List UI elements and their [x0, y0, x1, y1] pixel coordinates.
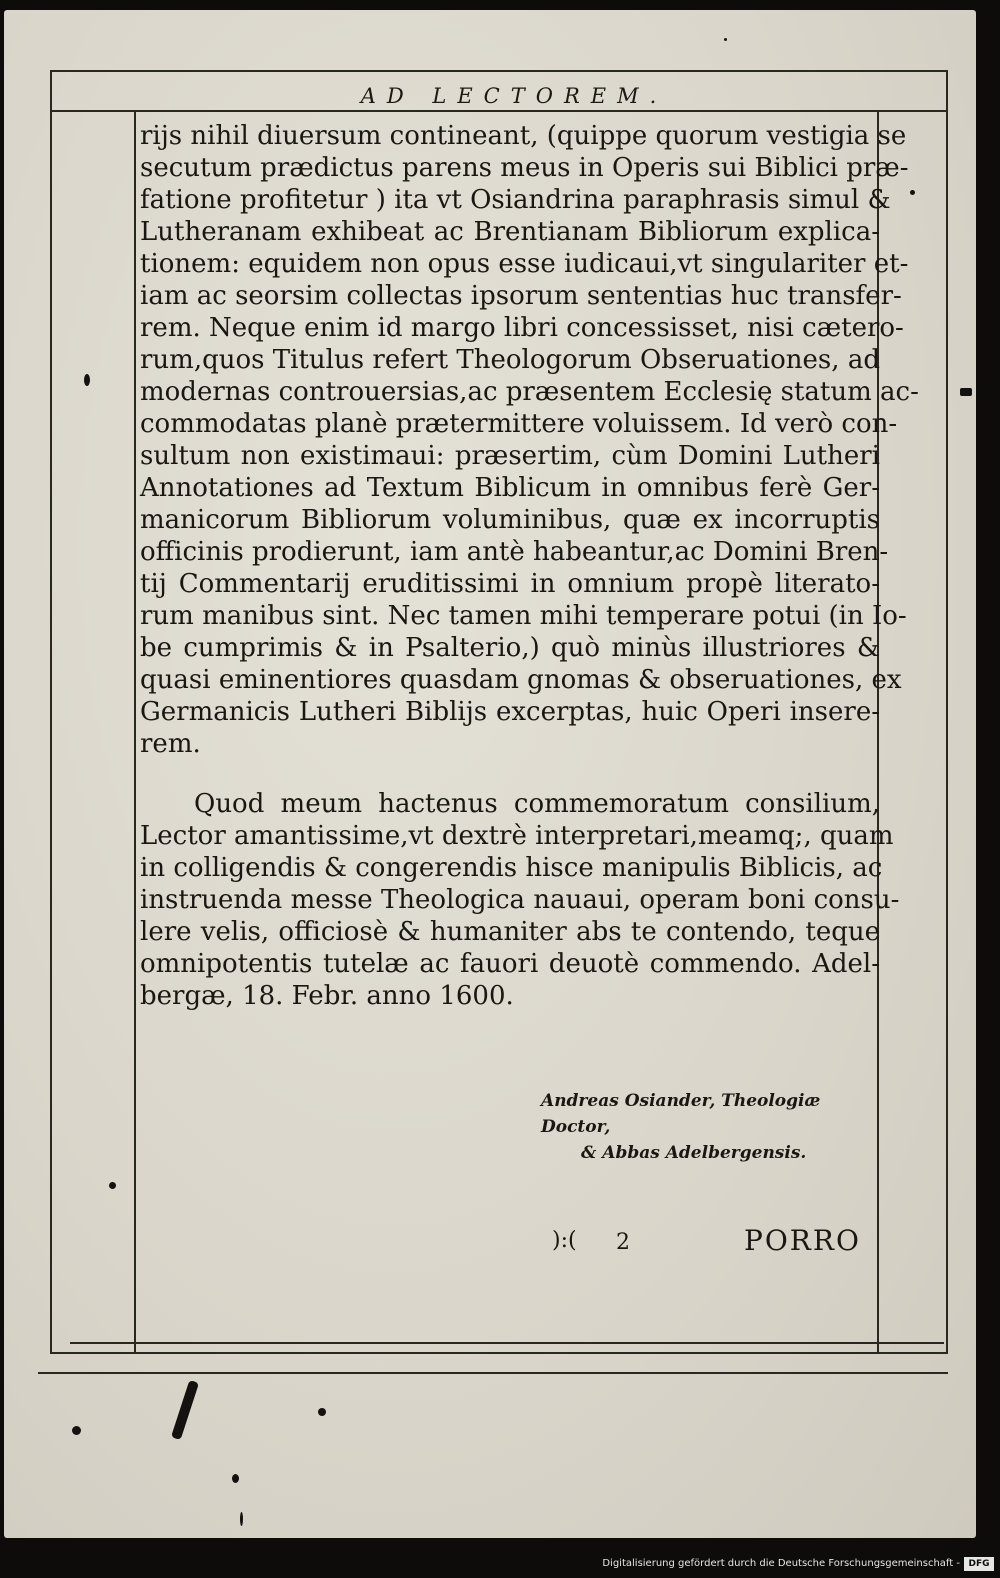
text-line: tij Commentarij eruditissimi in omnium propè literato-: [140, 569, 880, 599]
text-line: modernas controuersias,ac præsentem Ecclesię statum ac-: [140, 377, 919, 407]
ink-speck: [240, 1512, 243, 1526]
ink-speck: [109, 1182, 116, 1189]
signature-mark: ):(: [552, 1228, 577, 1253]
text-line: rem. Neque enim id margo libri concessisset, nisi cætero-: [140, 313, 904, 343]
text-line: lere velis, officiosè & humaniter abs te contendo, teque: [140, 917, 880, 947]
dfg-logo-icon: DFG: [964, 1557, 994, 1571]
page-number: 2: [616, 1230, 630, 1255]
author-signature: [541, 1088, 881, 1166]
ink-stroke: [171, 1380, 199, 1440]
document-page: [4, 10, 976, 1538]
text-line: commodatas planè prætermittere voluissem. Id verò con-: [140, 409, 898, 439]
text-line: rum,quos Titulus refert Theologorum Obseruationes, ad: [140, 345, 880, 375]
text-line: secutum prædictus parens meus in Operis sui Biblici præ-: [140, 153, 909, 183]
ink-speck: [724, 38, 727, 41]
text-line: officinis prodierunt, iam antè habeantur,ac Domini Bren-: [140, 537, 889, 567]
text-line: Annotationes ad Textum Biblicum in omnibus ferè Ger-: [140, 473, 880, 503]
text-line: bergæ, 18. Febr. anno 1600.: [140, 981, 514, 1011]
ink-speck: [72, 1426, 81, 1435]
text-line: tionem: equidem non opus esse iudicaui,vt singulariter et-: [140, 249, 909, 279]
text-line: omnipotentis tutelæ ac fauori deuotè commendo. Adel-: [140, 949, 880, 979]
digitization-notice: Digitalisierung gefördert durch die Deutsche Forschungsgemeinschaft -: [602, 1558, 960, 1569]
inner-bottom-rule: [70, 1342, 944, 1344]
text-line: in colligendis & congerendis hisce manipulis Biblicis, ac: [140, 853, 883, 883]
text-line: Lector amantissime,vt dextrè interpretari,meamq;, quam: [140, 821, 894, 851]
text-line: rem.: [140, 729, 201, 759]
text-line: manicorum Bibliorum voluminibus, quæ ex incorruptis: [140, 505, 880, 535]
catchword: PORRO: [744, 1224, 861, 1257]
text-line: iam ac seorsim collectas ipsorum sententias huc transfer-: [140, 281, 902, 311]
text-line: quasi eminentiores quasdam gnomas & obseruationes, ex: [140, 665, 902, 695]
text-line: Quod meum hactenus commemoratum consilium,: [194, 789, 880, 819]
running-head: AD LECTOREM.: [360, 84, 668, 108]
ink-speck: [318, 1408, 326, 1416]
text-line: rum manibus sint. Nec tamen mihi temperare potui (in Io-: [140, 601, 907, 631]
text-line: instruenda messe Theologica nauaui, operam boni consu-: [140, 885, 900, 915]
bottom-rule: [38, 1372, 948, 1374]
ink-speck: [84, 374, 90, 386]
header-rule: [50, 110, 946, 112]
text-line: sultum non existimaui: præsertim, cùm Domini Lutheri: [140, 441, 880, 471]
signature-line: Andreas Osiander, Theologiæ Doctor,: [541, 1091, 821, 1137]
signature-line: & Abbas Adelbergensis.: [581, 1143, 807, 1163]
body-text: [140, 120, 919, 1012]
ink-speck: [910, 190, 915, 195]
ink-speck: [232, 1474, 239, 1483]
text-line: Lutheranam exhibeat ac Brentianam Bibliorum explica-: [140, 217, 880, 247]
text-line: be cumprimis & in Psalterio,) quò minùs illustriores &: [140, 633, 880, 663]
text-line: fatione profitetur ) ita vt Osiandrina paraphrasis simul &: [140, 185, 891, 215]
edge-mark: [960, 388, 972, 396]
left-column-rule: [134, 112, 136, 1352]
text-line: Germanicis Lutheri Biblijs excerptas, huic Operi insere-: [140, 697, 880, 727]
digitization-bar: [0, 1554, 1000, 1578]
text-line: rijs nihil diuersum contineant, (quippe quorum vestigia se: [140, 121, 907, 151]
